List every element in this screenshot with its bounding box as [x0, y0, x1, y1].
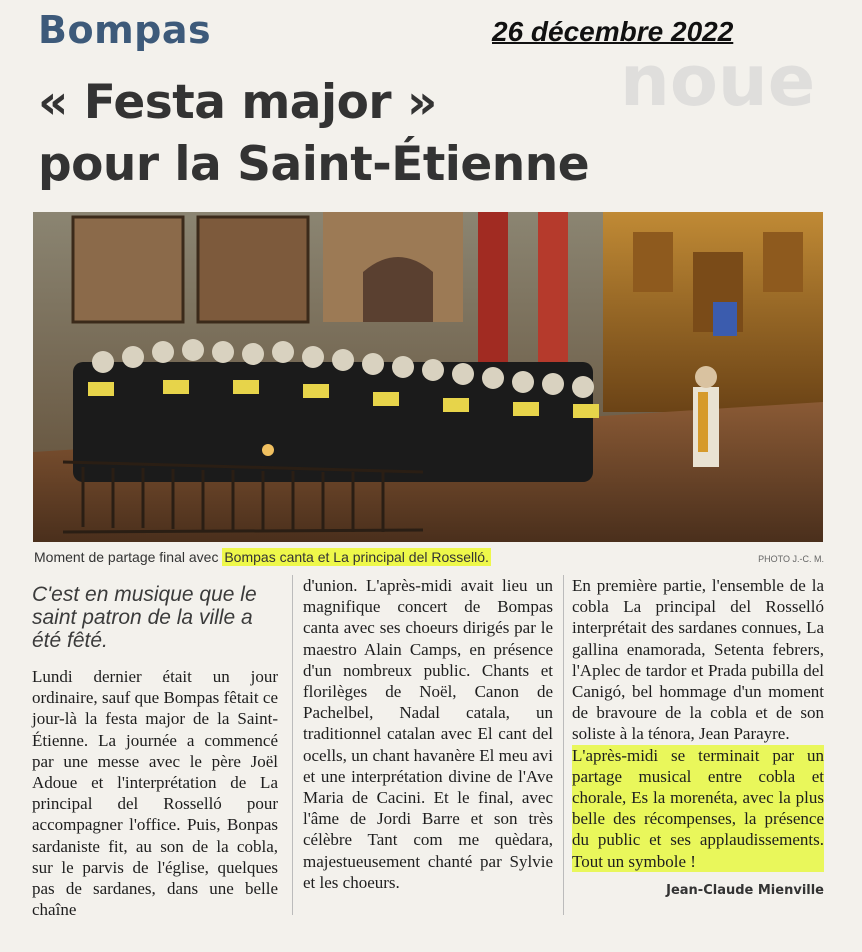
headline-line-1: « Festa major »	[38, 75, 437, 130]
background-bleed-text: noue	[620, 40, 816, 122]
column-divider	[563, 575, 564, 915]
article-column-1	[32, 583, 278, 920]
publication-date: 26 décembre 2022	[492, 16, 734, 47]
column-3-highlight: L'après-midi se terminait par un partage musical entre cobla et chorale, Es la morenéta, avec la plus belle des récompenses, la présence du public et ses applaudissements. Tout un symbole !	[572, 745, 824, 871]
column-2-text: d'union. L'après-midi avait lieu un magnifique concert de Bompas canta avec ses choeurs dirigés par le maestro Alain Camps, en présence d'un nombreux public. Chants et florilèges de Noël, Canon de Pachelbel, Nadal catala, un traditionnel catalan avec El cant del ocells, un chant havanère El meu avi et une interprétation divine de l'Ave Maria de Cacini. Et le final, avec l'âme de Jordi Barre et son très célèbre Tant com me quèdara, majestueusement chanté par Sylvie et les choeurs.	[303, 576, 553, 892]
article-column-3	[572, 575, 824, 901]
section-title: Bompas	[38, 8, 212, 52]
concert-photo-illustration	[33, 212, 823, 542]
photo-credit: PHOTO J.-C. M.	[758, 554, 824, 564]
article-column-2	[303, 575, 553, 893]
column-3-text: En première partie, l'ensemble de la cobla La principal del Rosselló interprétait des sardanes connues, La gallina enamorada, Setenta febrers, l'Aplec de tardor et Prada pubilla del Canigó, bel hommage d'un moment de bravoure de la cobla et de son soliste à la ténora, Jean Parayre.	[572, 576, 824, 744]
concert-photo	[33, 212, 823, 542]
photo-caption	[34, 549, 824, 573]
headline-line-2: pour la Saint-Étienne	[38, 137, 590, 192]
column-divider	[292, 575, 293, 915]
article-intro: C'est en musique que le saint patron de la ville a été fêté.	[32, 583, 257, 652]
article-headline	[38, 72, 718, 196]
caption-text: Moment de partage final avec	[34, 549, 223, 565]
author-signature: Jean-Claude Mienville	[666, 882, 824, 898]
column-1-text: Lundi dernier était un jour ordinaire, sauf que Bompas fêtait ce jour-là la festa major de la Saint-Étienne. La journée a commencé par une messe avec le père Joël Adoue et l'interprétation de La principal del Rosselló pour accompagner l'office. Puis, Bonpas sardaniste fit, au son de la cobla, sur le parvis de l'église, quelques pas de sardanes, dans une belle chaîne	[32, 667, 278, 920]
caption-highlight: Bompas canta et La principal del Rosselló.	[224, 549, 489, 565]
